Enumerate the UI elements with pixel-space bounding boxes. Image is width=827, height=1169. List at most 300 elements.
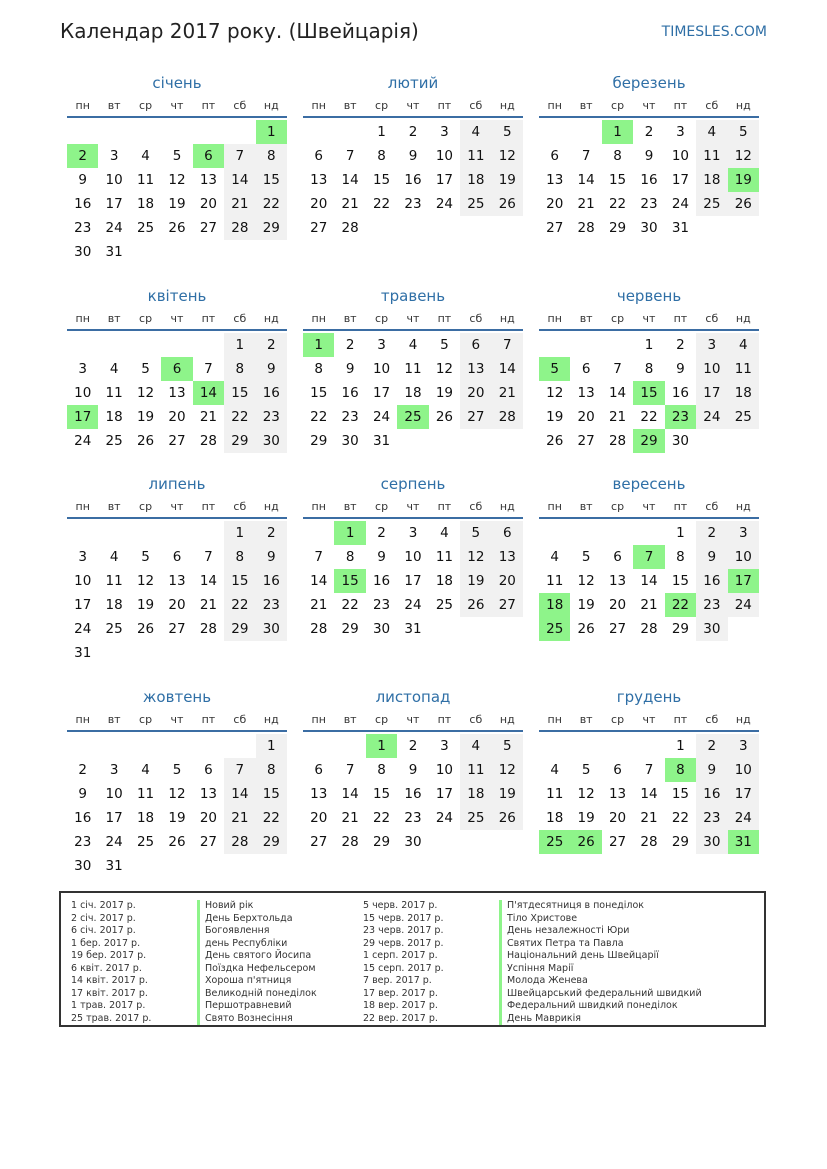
day-cell: 27 xyxy=(168,621,186,637)
day-cell: 11 xyxy=(460,144,491,168)
day-cell: 20 xyxy=(168,409,186,425)
day-cell: 20 xyxy=(546,196,564,212)
day-cell: 5 xyxy=(460,521,491,545)
day-cell: 8 xyxy=(256,758,287,782)
day-cell: 9 xyxy=(377,549,386,565)
weekday-label: вт xyxy=(107,499,121,513)
empty-cell xyxy=(633,521,664,545)
day-cell: 21 xyxy=(199,409,218,425)
weekday-label: чт xyxy=(406,98,420,112)
day-cell: 26 xyxy=(460,593,491,617)
month-name: квітень xyxy=(147,287,207,305)
day-cell: 31 xyxy=(404,621,422,637)
weekday-header xyxy=(303,708,523,730)
legend-right-names xyxy=(499,900,702,1025)
day-cell: 24 xyxy=(696,405,727,429)
day-cell: 29 xyxy=(256,830,287,854)
day-cell: 19 xyxy=(136,409,155,425)
holiday-name: Молода Женева xyxy=(507,975,588,986)
day-cell: 21 xyxy=(640,810,658,826)
weekday-label: вт xyxy=(579,311,593,325)
day-cell: 26 xyxy=(435,409,454,425)
holiday-date: 2 січ. 2017 р. xyxy=(71,912,136,924)
weekday-label: сб xyxy=(705,311,719,325)
weekday-label: вт xyxy=(579,499,593,513)
day-cell: 27 xyxy=(310,834,328,850)
weekday-label: нд xyxy=(735,311,751,325)
weekday-label: чт xyxy=(406,499,420,513)
day-cell: 17 xyxy=(728,782,759,806)
empty-cell xyxy=(98,521,129,545)
day-cell: 6 xyxy=(492,521,523,545)
day-cell: 13 xyxy=(608,786,627,802)
day-cell: 3 xyxy=(408,525,418,541)
day-cell: 6 xyxy=(460,333,491,357)
empty-cell xyxy=(539,333,570,357)
weekday-header xyxy=(67,94,287,116)
day-cell: 16 xyxy=(696,569,727,593)
weekday-label: вт xyxy=(579,98,593,112)
weekday-label: ср xyxy=(139,712,153,726)
day-cell: 23 xyxy=(640,196,658,212)
day-cell: 4 xyxy=(440,525,449,541)
day-cell: 28 xyxy=(199,621,218,637)
holiday-date: 17 вер. 2017 р. xyxy=(363,987,438,999)
day-cell: 15 xyxy=(671,573,690,589)
day-cell: 24 xyxy=(671,196,690,212)
empty-cell xyxy=(130,120,161,144)
day-cell: 15 xyxy=(256,782,287,806)
header-divider xyxy=(539,116,759,118)
day-cell: 8 xyxy=(345,549,355,565)
day-cell: 16 xyxy=(640,172,658,188)
empty-cell xyxy=(570,120,601,144)
day-cell: 29 xyxy=(256,216,287,240)
day-cell: 19 xyxy=(492,168,523,192)
day-cell: 14 xyxy=(492,357,523,381)
month-name: березень xyxy=(612,74,686,92)
day-cell: 14 xyxy=(199,573,218,589)
site-link[interactable]: TIMESLES.COM xyxy=(661,24,767,40)
weekday-label: нд xyxy=(735,98,751,112)
day-cell: 13 xyxy=(310,172,328,188)
day-cell: 13 xyxy=(199,172,218,188)
day-cell: 14 xyxy=(640,573,658,589)
day-cell: 2 xyxy=(345,337,355,353)
day-cell: 4 xyxy=(728,333,759,357)
day-cell: 26 xyxy=(492,806,523,830)
holiday-date: 14 квіт. 2017 р. xyxy=(71,975,148,986)
empty-cell xyxy=(67,521,98,545)
weekday-label: сб xyxy=(469,499,483,513)
day-cell: 19 xyxy=(546,409,564,425)
day-cell: 28 xyxy=(341,834,359,850)
weekday-label: чт xyxy=(406,311,420,325)
weekday-label: сб xyxy=(705,499,719,513)
day-cell: 30 xyxy=(341,433,359,449)
day-cell: 14 xyxy=(341,786,359,802)
day-cell: 20 xyxy=(608,597,627,613)
legend-right-dates xyxy=(363,900,444,1025)
empty-cell xyxy=(130,333,161,357)
day-cell: 6 xyxy=(613,549,622,565)
day-cell: 4 xyxy=(141,148,150,164)
day-cell: 14 xyxy=(608,385,627,401)
month-6 xyxy=(539,285,759,453)
empty-cell xyxy=(602,521,633,545)
day-cell: 17 xyxy=(671,172,690,188)
day-cell: 22 xyxy=(224,405,255,429)
empty-cell xyxy=(602,734,633,758)
empty-cell xyxy=(161,333,192,357)
header-divider xyxy=(303,116,523,118)
weekday-header xyxy=(303,94,523,116)
weekday-label: чт xyxy=(642,499,656,513)
day-cell: 4 xyxy=(460,734,491,758)
holiday-name: Святих Петра та Павла xyxy=(507,937,624,949)
empty-cell xyxy=(633,734,664,758)
day-cell: 27 xyxy=(492,593,523,617)
day-cell: 10 xyxy=(671,148,690,164)
weekday-label: чт xyxy=(642,311,656,325)
weekday-label: чт xyxy=(170,98,184,112)
holiday-day-cell: 25 xyxy=(539,617,570,641)
day-cell: 11 xyxy=(696,144,727,168)
weekday-label: вт xyxy=(107,311,121,325)
day-cell: 15 xyxy=(372,172,391,188)
day-cell: 5 xyxy=(492,120,523,144)
holiday-date: 25 трав. 2017 р. xyxy=(71,1012,152,1024)
day-cell: 2 xyxy=(696,521,727,545)
day-cell: 29 xyxy=(372,834,391,850)
day-cell: 22 xyxy=(310,409,328,425)
day-cell: 9 xyxy=(408,762,418,778)
weekday-label: пн xyxy=(311,712,326,726)
day-cell: 24 xyxy=(372,409,391,425)
weekday-label: пт xyxy=(673,499,688,513)
day-cell: 15 xyxy=(372,786,391,802)
header-divider xyxy=(303,517,523,519)
holiday-day-cell: 19 xyxy=(728,168,759,192)
holiday-name: Першотравневий xyxy=(205,1000,292,1011)
day-cell: 5 xyxy=(492,734,523,758)
day-cell: 10 xyxy=(74,385,92,401)
day-grid xyxy=(67,521,287,665)
empty-cell xyxy=(67,333,98,357)
day-cell: 30 xyxy=(74,858,92,874)
day-cell: 27 xyxy=(310,220,328,236)
day-cell: 15 xyxy=(224,569,255,593)
month-name: серпень xyxy=(380,475,446,493)
day-cell: 10 xyxy=(74,573,92,589)
weekday-label: нд xyxy=(263,98,279,112)
holiday-name: Великодній понеділок xyxy=(205,987,317,999)
weekday-label: сб xyxy=(705,712,719,726)
day-cell: 27 xyxy=(546,220,564,236)
holiday-day-cell: 17 xyxy=(67,405,98,429)
day-cell: 25 xyxy=(136,834,155,850)
month-8 xyxy=(303,473,523,641)
weekday-header xyxy=(303,307,523,329)
holiday-name: День Берхтольда xyxy=(205,912,293,924)
day-cell: 2 xyxy=(256,521,287,545)
weekday-label: сб xyxy=(233,499,247,513)
day-cell: 7 xyxy=(224,758,255,782)
weekday-label: ср xyxy=(611,499,625,513)
weekday-label: пн xyxy=(75,98,90,112)
holiday-date: 23 черв. 2017 р. xyxy=(363,925,444,936)
day-cell: 1 xyxy=(224,521,255,545)
day-cell: 16 xyxy=(372,573,391,589)
weekday-label: пн xyxy=(547,499,562,513)
day-cell: 30 xyxy=(372,621,391,637)
day-cell: 3 xyxy=(676,124,685,140)
empty-cell xyxy=(570,734,601,758)
empty-cell xyxy=(161,120,192,144)
holiday-name: Успіння Марії xyxy=(507,962,574,974)
empty-cell xyxy=(193,734,224,758)
day-cell: 12 xyxy=(435,361,454,377)
day-cell: 30 xyxy=(256,617,287,641)
day-cell: 24 xyxy=(435,810,454,826)
holiday-day-cell: 15 xyxy=(334,569,365,593)
day-cell: 4 xyxy=(550,549,559,565)
holiday-name: Національний день Швейцарії xyxy=(507,950,659,961)
day-cell: 10 xyxy=(435,148,454,164)
day-cell: 24 xyxy=(74,621,92,637)
day-cell: 10 xyxy=(696,357,727,381)
month-11 xyxy=(303,686,523,854)
day-cell: 4 xyxy=(550,762,559,778)
weekday-label: ср xyxy=(375,499,389,513)
holiday-day-cell: 18 xyxy=(539,593,570,617)
month-7 xyxy=(67,473,287,665)
day-cell: 13 xyxy=(608,573,627,589)
day-cell: 23 xyxy=(256,593,287,617)
day-cell: 23 xyxy=(696,593,727,617)
day-cell: 21 xyxy=(224,192,255,216)
day-cell: 11 xyxy=(404,361,422,377)
weekday-label: ср xyxy=(139,499,153,513)
day-cell: 26 xyxy=(492,192,523,216)
day-cell: 9 xyxy=(256,357,287,381)
day-cell: 18 xyxy=(546,810,564,826)
day-cell: 16 xyxy=(404,786,422,802)
day-cell: 12 xyxy=(136,573,155,589)
day-grid xyxy=(67,120,287,264)
day-cell: 12 xyxy=(460,545,491,569)
weekday-label: пт xyxy=(673,712,688,726)
day-cell: 16 xyxy=(256,381,287,405)
day-cell: 11 xyxy=(728,357,759,381)
day-cell: 30 xyxy=(671,433,690,449)
weekday-header xyxy=(303,495,523,517)
day-cell: 27 xyxy=(608,834,627,850)
day-cell: 5 xyxy=(581,549,591,565)
weekday-label: чт xyxy=(642,98,656,112)
day-cell: 18 xyxy=(136,196,155,212)
day-cell: 5 xyxy=(172,148,182,164)
day-cell: 12 xyxy=(136,385,155,401)
day-cell: 8 xyxy=(314,361,323,377)
day-cell: 12 xyxy=(492,144,523,168)
day-cell: 30 xyxy=(696,617,727,641)
holiday-name: Хороша п'ятниця xyxy=(205,975,292,986)
weekday-label: сб xyxy=(233,311,247,325)
holiday-day-cell: 1 xyxy=(334,521,365,545)
month-1 xyxy=(67,72,287,264)
day-cell: 23 xyxy=(696,806,727,830)
day-cell: 29 xyxy=(310,433,328,449)
day-cell: 9 xyxy=(78,786,87,802)
day-cell: 5 xyxy=(172,762,182,778)
holiday-day-cell: 8 xyxy=(665,758,696,782)
holiday-day-cell: 25 xyxy=(397,405,428,429)
day-cell: 25 xyxy=(460,806,491,830)
day-cell: 16 xyxy=(696,782,727,806)
empty-cell xyxy=(193,521,224,545)
empty-cell xyxy=(303,734,334,758)
day-cell: 28 xyxy=(199,433,218,449)
day-cell: 19 xyxy=(168,196,186,212)
day-grid xyxy=(539,120,759,240)
day-cell: 3 xyxy=(78,549,87,565)
day-cell: 24 xyxy=(74,433,92,449)
holiday-name: день Республіки xyxy=(205,937,288,949)
day-cell: 31 xyxy=(74,645,92,661)
day-cell: 28 xyxy=(577,220,595,236)
day-cell: 5 xyxy=(440,337,449,353)
month-name: червень xyxy=(616,287,682,305)
day-cell: 2 xyxy=(78,762,87,778)
day-cell: 23 xyxy=(404,196,422,212)
weekday-label: сб xyxy=(469,311,483,325)
weekday-label: нд xyxy=(735,499,751,513)
day-cell: 17 xyxy=(105,196,123,212)
day-cell: 27 xyxy=(199,834,218,850)
day-cell: 10 xyxy=(728,758,759,782)
day-cell: 27 xyxy=(199,220,218,236)
day-cell: 25 xyxy=(460,192,491,216)
day-cell: 22 xyxy=(256,192,287,216)
day-cell: 23 xyxy=(372,597,391,613)
empty-cell xyxy=(303,120,334,144)
holiday-date: 19 бер. 2017 р. xyxy=(71,950,147,961)
day-cell: 8 xyxy=(377,762,386,778)
weekday-label: пн xyxy=(311,311,326,325)
day-cell: 6 xyxy=(581,361,591,377)
day-cell: 29 xyxy=(671,834,690,850)
day-cell: 13 xyxy=(460,357,491,381)
holiday-date: 18 вер. 2017 р. xyxy=(363,1000,438,1011)
holiday-day-cell: 29 xyxy=(633,429,664,453)
day-cell: 4 xyxy=(141,762,150,778)
weekday-label: нд xyxy=(499,499,515,513)
day-cell: 23 xyxy=(74,220,92,236)
month-3 xyxy=(539,72,759,240)
day-cell: 7 xyxy=(613,361,622,377)
day-cell: 25 xyxy=(105,621,123,637)
day-cell: 26 xyxy=(136,433,155,449)
weekday-header xyxy=(539,708,759,730)
day-cell: 5 xyxy=(141,549,150,565)
day-cell: 22 xyxy=(372,810,391,826)
day-cell: 17 xyxy=(435,786,454,802)
day-cell: 24 xyxy=(728,593,759,617)
empty-cell xyxy=(570,333,601,357)
day-cell: 26 xyxy=(136,621,155,637)
day-cell: 2 xyxy=(408,124,418,140)
day-cell: 5 xyxy=(728,120,759,144)
day-cell: 27 xyxy=(168,433,186,449)
weekday-label: ср xyxy=(375,98,389,112)
day-cell: 20 xyxy=(168,597,186,613)
holiday-date: 1 січ. 2017 р. xyxy=(71,900,136,911)
day-cell: 19 xyxy=(435,385,454,401)
day-cell: 2 xyxy=(644,124,654,140)
day-cell: 1 xyxy=(644,337,654,353)
day-cell: 19 xyxy=(136,597,155,613)
weekday-label: вт xyxy=(343,499,357,513)
day-cell: 31 xyxy=(671,220,690,236)
day-cell: 11 xyxy=(136,172,155,188)
empty-cell xyxy=(539,120,570,144)
day-cell: 25 xyxy=(136,220,155,236)
header-divider xyxy=(303,329,523,331)
day-cell: 13 xyxy=(546,172,564,188)
weekday-label: чт xyxy=(642,712,656,726)
weekday-header xyxy=(67,307,287,329)
day-cell: 16 xyxy=(671,385,690,401)
day-grid xyxy=(303,333,523,453)
holiday-day-cell: 23 xyxy=(665,405,696,429)
day-cell: 16 xyxy=(256,569,287,593)
day-cell: 14 xyxy=(310,573,328,589)
day-cell: 3 xyxy=(440,738,449,754)
weekday-label: чт xyxy=(170,311,184,325)
weekday-header xyxy=(539,307,759,329)
day-cell: 17 xyxy=(435,172,454,188)
day-cell: 30 xyxy=(696,830,727,854)
day-cell: 26 xyxy=(577,621,595,637)
day-cell: 1 xyxy=(377,124,386,140)
day-cell: 3 xyxy=(728,734,759,758)
day-cell: 2 xyxy=(256,333,287,357)
day-cell: 25 xyxy=(728,405,759,429)
day-cell: 9 xyxy=(644,148,654,164)
day-cell: 26 xyxy=(546,433,564,449)
day-cell: 31 xyxy=(105,244,123,260)
day-cell: 15 xyxy=(224,381,255,405)
day-cell: 10 xyxy=(105,786,123,802)
holiday-date: 15 черв. 2017 р. xyxy=(363,912,444,924)
holiday-day-cell: 1 xyxy=(366,734,397,758)
day-grid xyxy=(539,333,759,453)
holiday-date: 6 січ. 2017 р. xyxy=(71,925,136,936)
day-cell: 10 xyxy=(105,172,123,188)
weekday-label: нд xyxy=(263,311,279,325)
day-cell: 18 xyxy=(435,573,454,589)
day-cell: 8 xyxy=(377,148,386,164)
day-grid xyxy=(539,521,759,641)
day-cell: 12 xyxy=(577,573,595,589)
weekday-label: чт xyxy=(406,712,420,726)
day-cell: 16 xyxy=(74,196,92,212)
month-5 xyxy=(303,285,523,453)
day-cell: 15 xyxy=(310,385,328,401)
day-cell: 18 xyxy=(728,381,759,405)
day-cell: 22 xyxy=(372,196,391,212)
